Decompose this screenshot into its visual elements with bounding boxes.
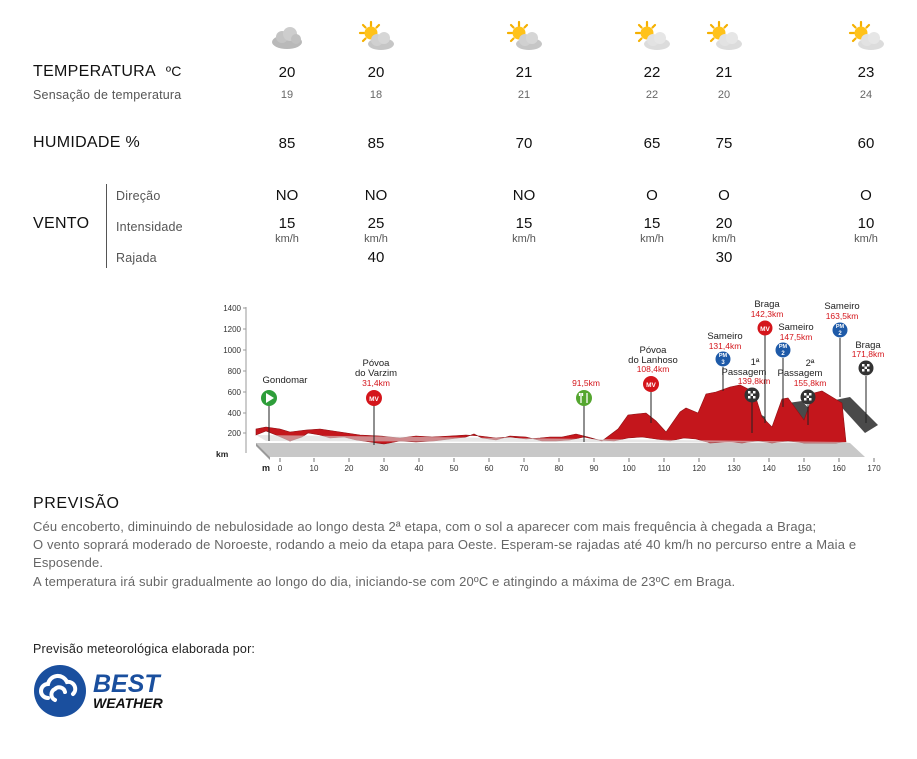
wind-speed-unit: km/h [854, 233, 878, 245]
sun-cloud-icon [846, 20, 886, 54]
wind-speed-unit: km/h [275, 233, 299, 245]
marker-mv [355, 358, 397, 445]
temperature-value: 21 [515, 64, 533, 81]
wind-label: VENTO [33, 215, 90, 232]
marker-name: Sameiro [824, 301, 860, 312]
humidity-value: 70 [515, 135, 533, 152]
svg-text:2: 2 [838, 331, 842, 337]
profile-base [256, 443, 865, 457]
wind-direction-value: O [646, 187, 658, 204]
forecast-paragraph: Céu encoberto, diminuindo de nebulosidade ao longo desta 2ª etapa, com o sol a aparecer com mais frequência à chegada a Braga; [33, 519, 817, 534]
logo-word-best: BEST [93, 670, 160, 698]
marker-km: 163,5km [825, 311, 859, 321]
wind-direction-label: Direção [116, 189, 161, 203]
wind-speed-value: 25 [367, 215, 385, 232]
y-axis-unit: km [216, 449, 229, 459]
x-tick-label: 160 [832, 464, 846, 473]
stage-profile-svg [210, 295, 900, 480]
x-tick-label: 60 [484, 464, 494, 473]
y-tick-label: 200 [227, 429, 241, 438]
wind-intensity-label: Intensidade [116, 220, 183, 234]
marker-name: Braga [754, 299, 780, 310]
x-tick-label: 110 [657, 464, 671, 473]
humidity-label: HUMIDADE % [33, 134, 141, 151]
wind-divider [106, 184, 107, 268]
marker-km: 108,4km [636, 364, 670, 374]
svg-text:PM: PM [835, 324, 845, 330]
marker-name: Braga [855, 340, 881, 351]
y-tick-label: 400 [227, 409, 241, 418]
marker-feed [572, 378, 600, 442]
marker-name-line: do Varzim [354, 368, 398, 379]
marker-km: 91,5km [572, 378, 600, 388]
wind-gust-value: 30 [715, 249, 733, 266]
y-tick-label: 600 [227, 388, 241, 397]
x-tick-label: 150 [797, 464, 811, 473]
x-tick-label: 10 [309, 464, 319, 473]
humidity-value: 60 [857, 135, 875, 152]
weather-table [0, 0, 917, 280]
x-axis-unit: m [262, 463, 271, 473]
y-tick-label: 1400 [223, 304, 241, 313]
svg-text:PM: PM [778, 344, 788, 350]
marker-km: 155,8km [793, 378, 827, 388]
x-tick-label: 0 [277, 464, 283, 473]
wind-speed-value: 15 [515, 215, 533, 232]
temperature-unit: ºC [165, 63, 182, 79]
marker-name: Sameiro [707, 331, 743, 342]
wind-gust-label: Rajada [116, 251, 157, 265]
marker-km: 131,4km [708, 341, 742, 351]
temperature-value: 23 [857, 64, 875, 81]
temperature-value: 21 [715, 64, 733, 81]
temperature-label-text: TEMPERATURA [33, 63, 156, 80]
sun-cloud-icon [704, 20, 744, 54]
feels-like-value: 22 [645, 89, 659, 101]
marker-km: 142,3km [750, 309, 784, 319]
forecast-description [33, 518, 863, 591]
sun-cloud-icon [356, 20, 396, 54]
y-tick-label: 1200 [223, 325, 241, 334]
wind-direction-value: NO [364, 187, 388, 204]
feels-like-label: Sensação de temperatura [33, 88, 182, 102]
wind-gust-value: 40 [367, 249, 385, 266]
wind-speed-value: 15 [643, 215, 661, 232]
wind-speed-value: 10 [857, 215, 875, 232]
marker-name [628, 345, 678, 366]
forecast-paragraph: O vento soprará moderado de Noroeste, rodando a meio da etapa para Oeste. Esperam-se rajadas até 40 km/h no percurso entre a Maia e Esposende. [33, 537, 857, 571]
temperature-value: 20 [278, 64, 296, 81]
humidity-value: 85 [278, 135, 296, 152]
marker-name-line: Póvoa [362, 358, 390, 369]
feels-like-value: 18 [369, 89, 383, 101]
marker-mv [628, 345, 678, 423]
marker-name-line: do Lanhoso [628, 355, 678, 366]
x-tick-label: 70 [519, 464, 529, 473]
forecast-title: PREVISÃO [33, 495, 120, 512]
x-tick-label: 120 [692, 464, 706, 473]
marker-km: 139,8km [737, 376, 771, 386]
temperature-label [33, 63, 182, 81]
marker-name-line: Póvoa [639, 345, 667, 356]
humidity-value: 85 [367, 135, 385, 152]
marker-name-line: Passagem [777, 368, 823, 379]
sun-cloud-icon [632, 20, 672, 54]
marker-name [778, 358, 823, 379]
sun-cloud-icon [504, 20, 544, 54]
x-tick-label: 100 [622, 464, 636, 473]
marker-name: Sameiro [778, 322, 814, 333]
humidity-value: 75 [715, 135, 733, 152]
temperature-value: 20 [367, 64, 385, 81]
x-tick-label: 50 [449, 464, 459, 473]
svg-text:PM: PM [718, 353, 728, 359]
x-tick-label: 20 [344, 464, 354, 473]
x-tick-label: 130 [727, 464, 741, 473]
x-tick-label: 80 [554, 464, 564, 473]
wind-direction-value: NO [275, 187, 299, 204]
svg-text:2: 2 [781, 351, 785, 357]
x-tick-label: 40 [414, 464, 424, 473]
wind-direction-value: O [860, 187, 872, 204]
feels-like-value: 20 [717, 89, 731, 101]
temperature-value: 22 [643, 64, 661, 81]
y-tick-label: 1000 [223, 346, 241, 355]
credit-text: Previsão meteorológica elaborada por: [33, 642, 256, 656]
x-tick-label: 140 [762, 464, 776, 473]
svg-text:3: 3 [721, 360, 725, 366]
marker-badge: MV [646, 382, 656, 389]
humidity-value: 65 [643, 135, 661, 152]
wind-direction-value: NO [512, 187, 536, 204]
logo-graphic [33, 664, 213, 718]
wind-speed-unit: km/h [712, 233, 736, 245]
marker-km: 171,8km [851, 349, 885, 359]
marker-name: Gondomar [262, 375, 308, 386]
marker-name [355, 358, 397, 379]
forecast-paragraph: A temperatura irá subir gradualmente ao longo do dia, iniciando-se com 20ºC e atingindo a máxima de 23ºC em Braga. [33, 573, 736, 589]
marker-km: 31,4km [362, 378, 390, 388]
wind-direction-value: O [718, 187, 730, 204]
wind-speed-unit: km/h [512, 233, 536, 245]
marker-badge: MV [760, 326, 770, 333]
x-tick-label: 30 [379, 464, 389, 473]
y-tick-label: 800 [227, 367, 241, 376]
stage-profile [210, 295, 900, 480]
x-tick-label: 170 [867, 464, 881, 473]
wind-speed-value: 20 [715, 215, 733, 232]
cloud-icon [267, 22, 307, 56]
marker-km: 147,5km [779, 332, 813, 342]
best-weather-logo[interactable] [33, 664, 213, 718]
marker-name-line: 1ª [750, 357, 760, 368]
feels-like-value: 24 [859, 89, 873, 101]
wind-speed-unit: km/h [640, 233, 664, 245]
marker-badge: MV [369, 396, 379, 403]
x-tick-label: 90 [589, 464, 599, 473]
feels-like-value: 21 [517, 89, 531, 101]
marker-name-line: Passagem [721, 367, 767, 378]
wind-speed-value: 15 [278, 215, 296, 232]
marker-name-line: 2ª [805, 358, 815, 369]
logo-word-weather: WEATHER [93, 695, 163, 711]
feels-like-value: 19 [280, 89, 294, 101]
wind-speed-unit: km/h [364, 233, 388, 245]
